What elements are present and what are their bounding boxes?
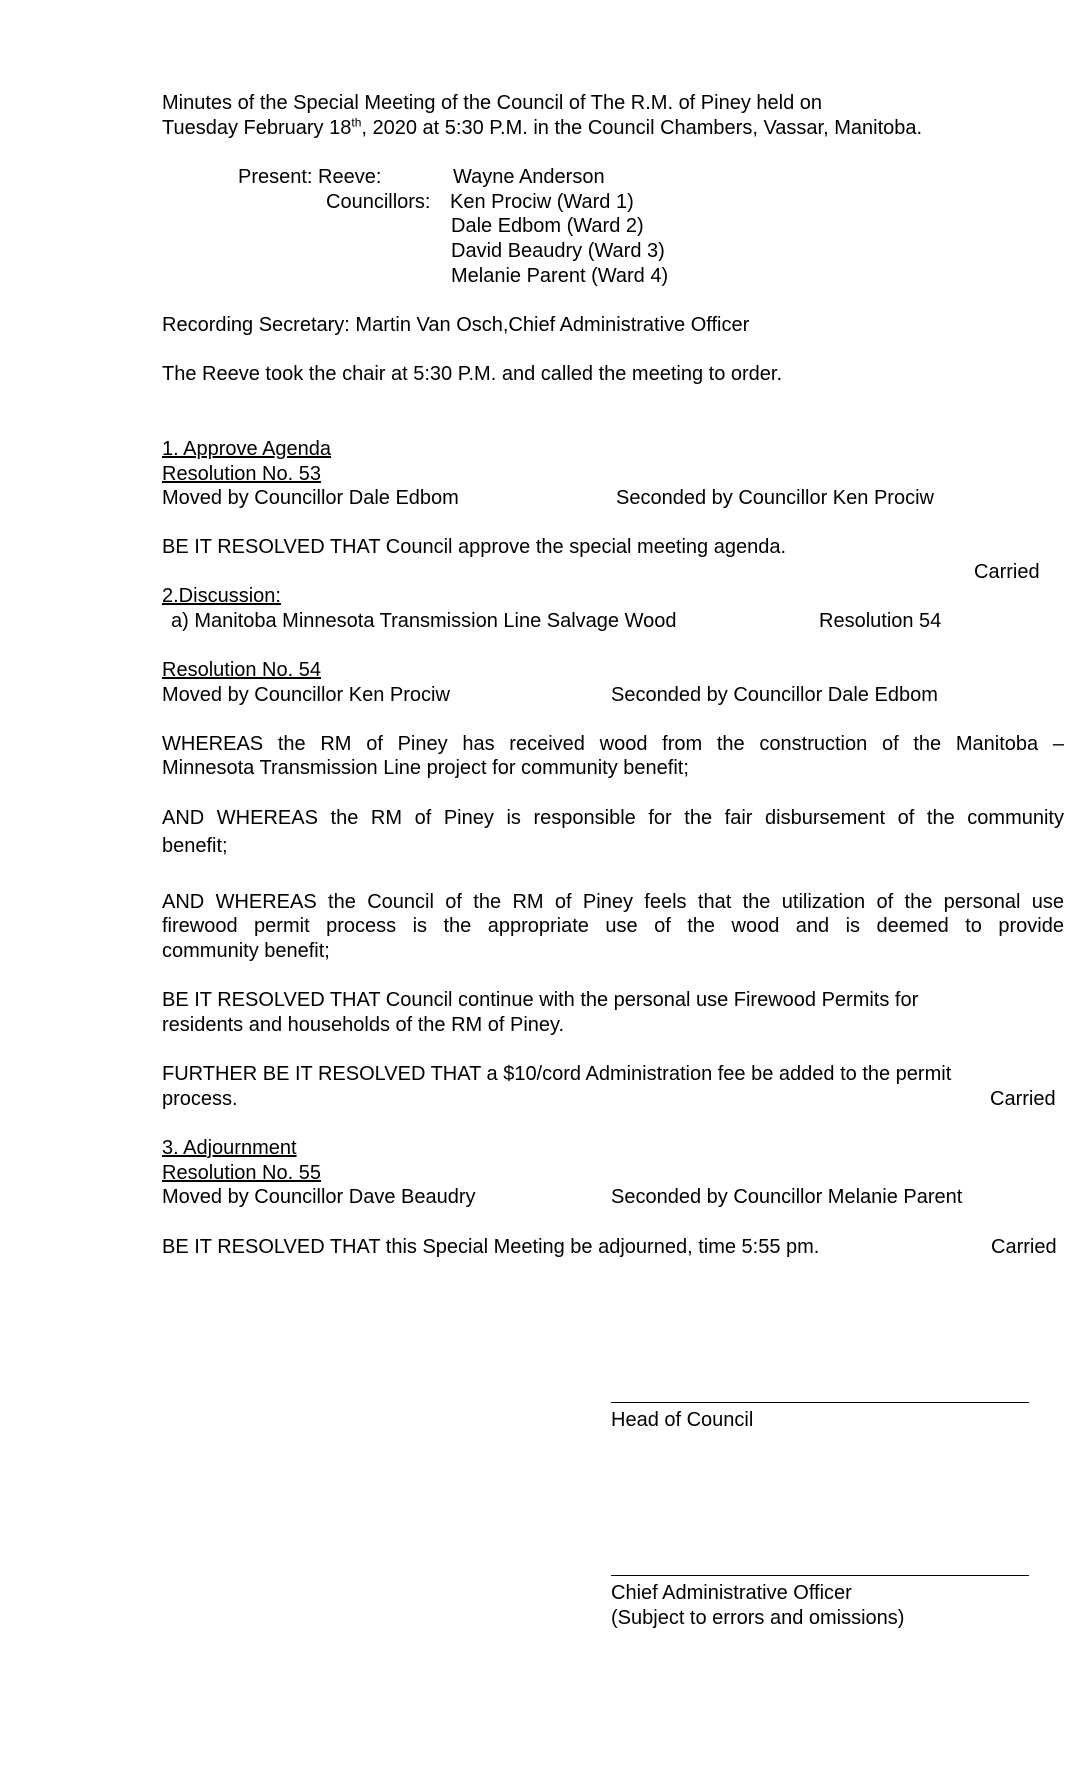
reeve-name: Wayne Anderson bbox=[453, 166, 605, 188]
cao-label: Chief Administrative Officer bbox=[611, 1582, 852, 1604]
item1-heading: 1. Approve Agenda bbox=[162, 438, 332, 460]
whereas-3-line2: firewood permit process is the appropriate use of the wood and is deemed to provide bbox=[162, 915, 1064, 937]
resolved-1-line1: BE IT RESOLVED THAT Council continue with the personal use Firewood Permits for bbox=[162, 989, 919, 1011]
whereas-3-line1: AND WHEREAS the Council of the RM of Piney feels that the utilization of the personal use bbox=[162, 891, 1064, 913]
item1-resolution: Resolution No. 53 bbox=[162, 463, 321, 485]
meeting-details: , 2020 at 5:30 P.M. in the Council Chambers, Vassar, Manitoba. bbox=[361, 117, 923, 139]
item1-status: Carried bbox=[974, 561, 1040, 583]
head-of-council-label: Head of Council bbox=[611, 1409, 754, 1431]
councillor-2: Dale Edbom (Ward 2) bbox=[451, 215, 644, 237]
whereas-1-line1: WHEREAS the RM of Piney has received wood from the construction of the Manitoba – bbox=[162, 733, 1064, 755]
item3-resolution: Resolution No. 55 bbox=[162, 1162, 321, 1184]
date-ordinal: th bbox=[351, 115, 362, 130]
resolved-2-line1: FURTHER BE IT RESOLVED THAT a $10/cord Administration fee be added to the permit bbox=[162, 1063, 952, 1085]
whereas-3-line3: community benefit; bbox=[162, 940, 330, 962]
item2-moved: Moved by Councillor Ken Prociw bbox=[162, 684, 450, 706]
item2-sub-a-ref: Resolution 54 bbox=[819, 610, 942, 632]
minutes-title-line1: Minutes of the Special Meeting of the Council of The R.M. of Piney held on bbox=[162, 92, 822, 114]
item3-heading: 3. Adjournment bbox=[162, 1137, 297, 1159]
item1-seconded: Seconded by Councillor Ken Prociw bbox=[616, 487, 934, 509]
item2-status: Carried bbox=[990, 1088, 1056, 1110]
resolved-1-line2: residents and households of the RM of Piney. bbox=[162, 1014, 565, 1036]
councillor-3: David Beaudry (Ward 3) bbox=[451, 240, 665, 262]
whereas-2-line2: benefit; bbox=[162, 835, 228, 857]
call-to-order: The Reeve took the chair at 5:30 P.M. and called the meeting to order. bbox=[162, 363, 783, 385]
item1-moved: Moved by Councillor Dale Edbom bbox=[162, 487, 459, 509]
item2-seconded: Seconded by Councillor Dale Edbom bbox=[611, 684, 938, 706]
item2-resolution: Resolution No. 54 bbox=[162, 659, 321, 681]
whereas-1-line2: Minnesota Transmission Line project for community benefit; bbox=[162, 757, 689, 779]
head-signature-line bbox=[611, 1402, 1029, 1403]
resolved-2-line2: process. bbox=[162, 1088, 238, 1110]
item3-seconded: Seconded by Councillor Melanie Parent bbox=[611, 1186, 963, 1208]
item3-status: Carried bbox=[991, 1236, 1057, 1258]
present-reeve-label: Present: Reeve: bbox=[238, 166, 382, 188]
cao-signature-line bbox=[611, 1575, 1029, 1576]
item2-sub-a: a) Manitoba Minnesota Transmission Line Salvage Wood bbox=[171, 610, 677, 632]
whereas-2-line1: AND WHEREAS the RM of Piney is responsible for the fair disbursement of the community bbox=[162, 807, 1064, 829]
item2-heading: 2.Discussion: bbox=[162, 585, 281, 607]
councillors-label: Councillors: bbox=[326, 191, 431, 213]
item3-resolution-text: BE IT RESOLVED THAT this Special Meeting be adjourned, time 5:55 pm. bbox=[162, 1236, 820, 1258]
item3-moved: Moved by Councillor Dave Beaudry bbox=[162, 1186, 476, 1208]
councillor-1: Ken Prociw (Ward 1) bbox=[450, 191, 634, 213]
councillor-4: Melanie Parent (Ward 4) bbox=[451, 265, 669, 287]
errors-omissions-note: (Subject to errors and omissions) bbox=[611, 1607, 905, 1629]
meeting-date: Tuesday February 18 bbox=[162, 117, 352, 139]
recording-secretary: Recording Secretary: Martin Van Osch,Chief Administrative Officer bbox=[162, 314, 750, 336]
minutes-title-line2 bbox=[162, 116, 922, 141]
item1-resolution-text: BE IT RESOLVED THAT Council approve the special meeting agenda. bbox=[162, 536, 787, 558]
